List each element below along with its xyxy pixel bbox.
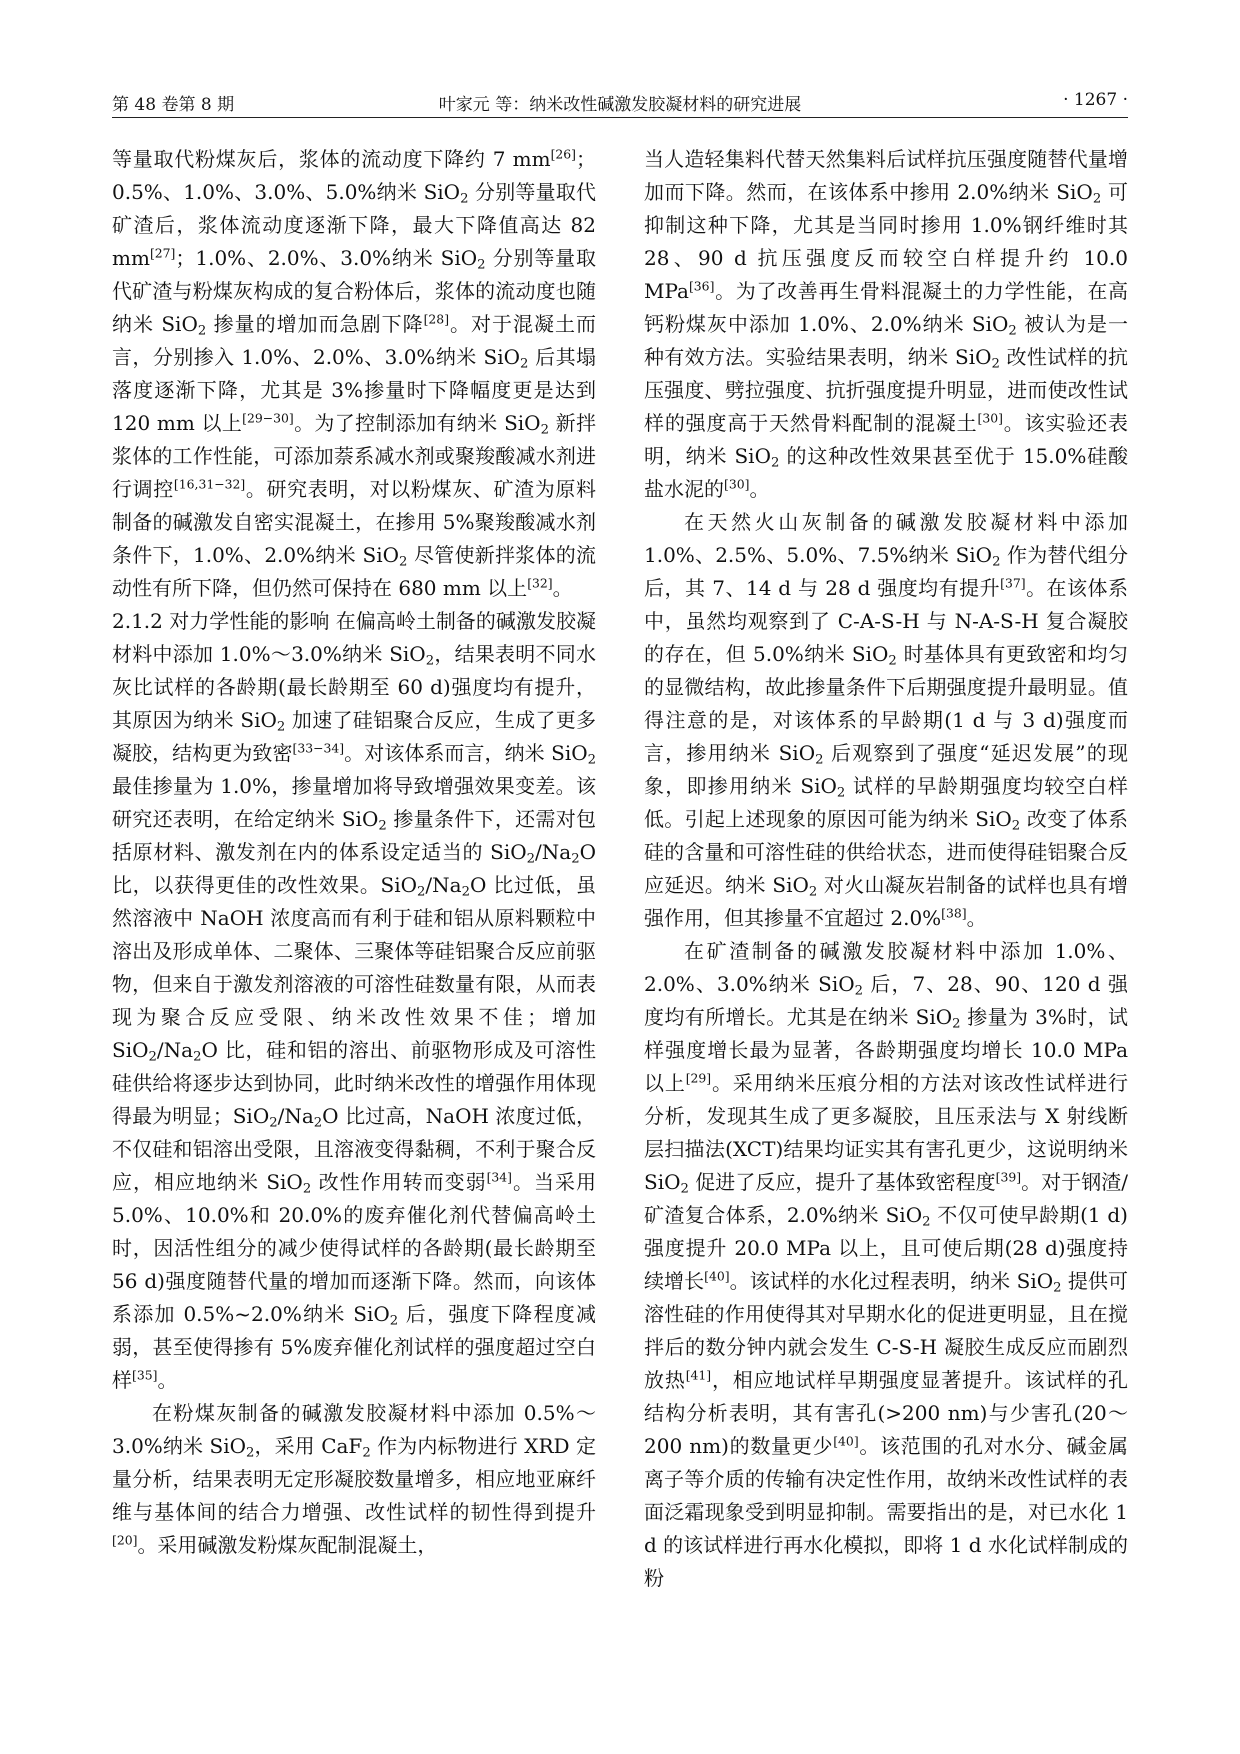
body-text: O 比过高，NaOH 浓度过低，不仅硅和铝溶出受限，且溶液变得黏稠，不利于聚合反应，相应地纳米 SiO <box>112 1104 596 1194</box>
section-heading: 2.1.2 对力学性能的影响 <box>112 609 330 633</box>
subscript: 2 <box>197 323 207 339</box>
subscript: 2 <box>808 884 818 900</box>
citation: [35] <box>132 1367 158 1383</box>
citation: [40] <box>704 1268 730 1284</box>
running-header <box>112 86 1128 116</box>
paragraph-lightweight-aggregate <box>644 143 1128 506</box>
body-text: 。在该体系中，虽然均观察到了 C-A-S-H 与 N-A-S-H 复合凝胶的存在，但 5.0%纳米 SiO <box>644 576 1129 666</box>
body-text: 改性试样的抗压强度、劈拉强度、抗折强度提升明显，进而使改性试样的强度高于天然骨料配制的混凝土 <box>644 345 1128 435</box>
body-text: 。 <box>749 477 770 501</box>
body-text: 新拌浆体的工作性能，可添加萘系减水剂或聚羧酸减水剂进行调控 <box>112 411 597 501</box>
subscript: 2 <box>571 851 580 867</box>
subscript: 2 <box>425 653 435 669</box>
subscript: 2 <box>854 983 864 999</box>
body-text: 后，强度下降程度减弱，甚至使得掺有 5%废弃催化剂试样的强度超过空白样 <box>112 1302 596 1392</box>
subscript: 2 <box>815 752 824 768</box>
body-text: 。该范围的孔对水分、碱金属离子等介质的传输有决定性作用，故纳米改性试样的表面泛霜现象受到明显抑制。需要指出的是，对已水化 1 d 的该试样进行再水化模拟，即将 1 d 水化试样制成的粉 <box>644 1434 1128 1590</box>
subscript: 2 <box>519 356 529 372</box>
body-text: ，相应地试样早期强度显著提升。该试样的孔结构分析表明，其有害孔(>200 nm)与少害孔(20～200 nm)的数量更少 <box>644 1368 1128 1458</box>
body-text: 掺量为 3%时，试样强度增长最为显著，各龄期强度均增长 10.0 MPa 以上 <box>644 1005 1128 1095</box>
body-text: 改变了体系硅的含量和可溶性硅的供给状态，进而使得硅铝聚合反应延迟。纳米 SiO <box>644 807 1128 897</box>
subscript: 2 <box>477 257 486 273</box>
body-text: 后观察到了强度“延迟发展”的现象，即掺用纳米 SiO <box>644 741 1128 798</box>
citation: [29] <box>685 1070 712 1086</box>
body-text: /Na <box>156 1038 194 1062</box>
body-text: 加速了硅铝聚合反应，生成了更多凝胶，结构更为致密 <box>112 708 596 765</box>
subscript: 2 <box>1092 191 1102 207</box>
citation: [20] <box>112 1532 138 1548</box>
body-text: 。采用碱激发粉煤灰配制混凝土， <box>137 1533 438 1557</box>
body-text: 在偏高岭土制备的碱激发胶凝材料中添加 1.0%～3.0%纳米 SiO <box>112 609 596 666</box>
citation: [33−34] <box>292 740 345 756</box>
subscript: 2 <box>460 191 469 207</box>
body-text: 。为了改善再生骨料混凝土的力学性能，在高钙粉煤灰中添加 1.0%、2.0%纳米 SiO <box>644 279 1128 336</box>
body-text: 。当采用 5.0%、10.0%和 20.0%的废弃催化剂代替偏高岭土时，因活性组分的减少使得试样的各龄期(最长龄期至 56 d)强度随替代量的增加而逐渐下降。然而，向该体系添加 0.5%~2.0%纳米 SiO <box>112 1170 597 1326</box>
body-text: 的这种改性效果甚至优于 15.0%硅酸盐水泥的 <box>644 444 1128 501</box>
page-number: · 1267 · <box>1063 90 1128 110</box>
subscript: 2 <box>362 1445 371 1461</box>
body-text: 被认为是一种有效方法。实验结果表明，纳米 SiO <box>644 312 1128 369</box>
subscript: 2 <box>148 1049 157 1065</box>
body-text: 。 <box>966 906 987 930</box>
citation: [30] <box>724 476 750 492</box>
subscript: 2 <box>1011 818 1021 834</box>
body-text: ，结果表明不同水灰比试样的各龄期(最长龄期至 60 d)强度均有提升，其原因为纳米 SiO <box>112 642 596 732</box>
body-text: 不仅可使早龄期(1 d)强度提升 20.0 MPa 以上，且可使后期(28 d)强度持续增长 <box>644 1203 1128 1293</box>
subscript: 2 <box>1008 323 1017 339</box>
body-text: 。对于混凝土而言，分别掺入 1.0%、2.0%、3.0%纳米 SiO <box>112 312 597 369</box>
subscript: 2 <box>313 1115 323 1131</box>
body-text: 促进了反应，提升了基体致密程度 <box>688 1170 996 1194</box>
body-text: /Na <box>425 873 462 897</box>
body-text: 等量取代粉煤灰后，浆体的流动度下降约 7 mm <box>112 147 551 171</box>
subscript: 2 <box>398 554 408 570</box>
citation: [41] <box>685 1367 712 1383</box>
body-text: 掺量条件下，还需对包括原材料、激发剂在内的体系设定适当的 SiO <box>112 807 596 864</box>
citation: [38] <box>941 905 967 921</box>
body-text: 。该试样的水化过程表明，纳米 SiO <box>729 1269 1054 1293</box>
right-column <box>644 143 1128 1595</box>
body-text: 。对于钢渣/矿渣复合体系，2.0%纳米 SiO <box>644 1170 1129 1227</box>
journal-volume-issue: 第 48 卷第 8 期 <box>112 95 235 115</box>
subscript: 2 <box>461 884 470 900</box>
subscript: 2 <box>952 1016 961 1032</box>
citation: [26] <box>550 146 576 162</box>
citation: [16,31−32] <box>173 476 246 492</box>
subscript: 2 <box>193 1049 202 1065</box>
body-text: 尽管使新拌浆体的流动性有所下降，但仍然可保持在 680 mm 以上 <box>112 543 596 600</box>
body-text: 在天然火山灰制备的碱激发胶凝材料中添加 1.0%、2.5%、5.0%、7.5%纳米 SiO <box>644 510 1128 567</box>
body-text: 。 <box>552 576 573 600</box>
body-text: 掺量的增加而急剧下降 <box>206 312 424 336</box>
citation: [36] <box>688 278 715 294</box>
body-text: 。对该体系而言，纳米 SiO <box>344 741 588 765</box>
subscript: 2 <box>922 1214 931 1230</box>
body-text: 后其塌落度逐渐下降，尤其是 3%掺量时下降幅度更是达到 120 mm 以上 <box>112 345 597 435</box>
body-text: ；0.5%、1.0%、3.0%、5.0%纳米 SiO <box>112 147 596 204</box>
body-text: ，采用 CaF <box>254 1434 363 1458</box>
subscript: 2 <box>992 554 1001 570</box>
body-text: O 比，以获得更佳的改性效果。SiO <box>112 840 596 897</box>
body-text: O 比，硅和铝的溶出、前驱物形成及可溶性硅供给将逐步达到协同，此时纳米改性的增强作用体现得最为明显；SiO <box>112 1038 596 1128</box>
paragraph-slag <box>644 935 1128 1595</box>
citation: [30] <box>977 410 1003 426</box>
paragraph-flowability <box>112 143 596 605</box>
subscript: 2 <box>269 1115 278 1131</box>
subscript: 2 <box>888 653 897 669</box>
body-text: /Na <box>277 1104 314 1128</box>
body-text: 分别等量取代矿渣与粉煤灰构成的复合粉体后，浆体的流动度也随纳米 SiO <box>112 246 596 336</box>
body-text: 。该实验还表明，纳米 SiO <box>644 411 1128 468</box>
subscript: 2 <box>378 818 387 834</box>
left-column <box>112 143 596 1562</box>
body-text: 在矿渣制备的碱激发胶凝材料中添加 1.0%、2.0%、3.0%纳米 SiO <box>644 939 1128 996</box>
body-text: 对火山凝灰岩制备的试样也具有增强作用，但其掺量不宜超过 2.0% <box>644 873 1128 930</box>
running-title: 叶家元 等：纳米改性碱激发胶凝材料的研究进展 <box>438 95 802 115</box>
header-rule <box>112 117 1128 118</box>
citation: [28] <box>423 311 450 327</box>
body-text: 分别等量取代矿渣后，浆体流动度逐渐下降，最大下降值高达 82 mm <box>112 180 597 270</box>
subscript: 2 <box>770 455 780 471</box>
subscript: 2 <box>389 1313 399 1329</box>
subscript: 2 <box>680 1181 689 1197</box>
subscript: 2 <box>417 884 426 900</box>
subscript: 2 <box>526 851 536 867</box>
body-text: 。 <box>157 1368 178 1392</box>
citation: [37] <box>1000 575 1026 591</box>
subscript: 2 <box>276 719 286 735</box>
body-text: 作为内标物进行 XRD 定量分析，结果表明无定形凝胶数量增多，相应地亚麻纤维与基体间的结合力增强、改性试样的韧性得到提升 <box>112 1434 596 1524</box>
body-text: 改性作用转而变弱 <box>311 1170 487 1194</box>
paragraph-mechanical <box>112 605 596 1397</box>
body-text: 。研究表明，对以粉煤灰、矿渣为原料制备的碱激发自密实混凝土，在掺用 5%聚羧酸减水剂条件下，1.0%、2.0%纳米 SiO <box>112 477 597 567</box>
body-text: /Na <box>535 840 572 864</box>
body-text: 可抑制这种下降，尤其是当同时掺用 1.0%钢纤维时其 28、90 d 抗压强度反而较空白样提升约 10.0 MPa <box>644 180 1128 303</box>
citation: [27] <box>149 245 176 261</box>
body-text: 最佳掺量为 1.0%，掺量增加将导致增强效果变差。该研究还表明，在给定纳米 SiO <box>112 774 596 831</box>
body-text: 时基体具有更致密和均匀的显微结构，故此掺量条件下后期强度提升最明显。值得注意的是，对该体系的早龄期(1 d 与 3 d)强度而言，掺用纳米 SiO <box>644 642 1128 765</box>
subscript: 2 <box>540 422 549 438</box>
body-text: 当人造轻集料代替天然集料后试样抗压强度随替代量增加而下降。然而，在该体系中掺用 2.0%纳米 SiO <box>644 147 1128 204</box>
body-text: 。采用纳米压痕分相的方法对该改性试样进行分析，发现其生成了更多凝胶，且压汞法与 X 射线断层扫描法(XCT)结果均证实其有害孔更少，这说明纳米 SiO <box>644 1071 1128 1194</box>
paragraph-volcanic-ash <box>644 506 1128 935</box>
subscript: 2 <box>302 1181 312 1197</box>
subscript: 2 <box>836 785 846 801</box>
body-text: 后，7、28、90、120 d 强度均有所增长。尤其是在纳米 SiO <box>644 972 1128 1029</box>
body-text: 作为替代组分后，其 7、14 d 与 28 d 强度均有提升 <box>644 543 1129 600</box>
citation: [29−30] <box>242 410 294 426</box>
body-text: 。为了控制添加有纳米 SiO <box>293 411 541 435</box>
citation: [39] <box>995 1169 1022 1185</box>
citation: [32] <box>527 575 553 591</box>
citation: [34] <box>486 1169 513 1185</box>
body-text: 在粉煤灰制备的碱激发胶凝材料中添加 0.5%～3.0%纳米 SiO <box>112 1401 596 1458</box>
body-text: ；1.0%、2.0%、3.0%纳米 SiO <box>175 246 478 270</box>
body-text: 提供可溶性硅的作用使得其对早期水化的促进更明显，且在搅拌后的数分钟内就会发生 C-S-H 凝胶生成反应而剧烈放热 <box>644 1269 1129 1392</box>
subscript: 2 <box>1053 1280 1062 1296</box>
citation: [40] <box>833 1433 859 1449</box>
body-text: O 比过低，虽然溶液中 NaOH 浓度高而有利于硅和铝从原料颗粒中溶出及形成单体、二聚体、三聚体等硅铝聚合反应前驱物，但来自于激发剂溶液的可溶性硅数量有限，从而表现为聚合反应受限、纳米改性效果不佳；增加 SiO <box>112 873 596 1062</box>
subscript: 2 <box>991 356 1000 372</box>
subscript: 2 <box>246 1445 255 1461</box>
body-text: 试样的早龄期强度均较空白样低。引起上述现象的原因可能为纳米 SiO <box>644 774 1128 831</box>
paragraph-flyash <box>112 1397 596 1562</box>
subscript: 2 <box>587 752 596 768</box>
